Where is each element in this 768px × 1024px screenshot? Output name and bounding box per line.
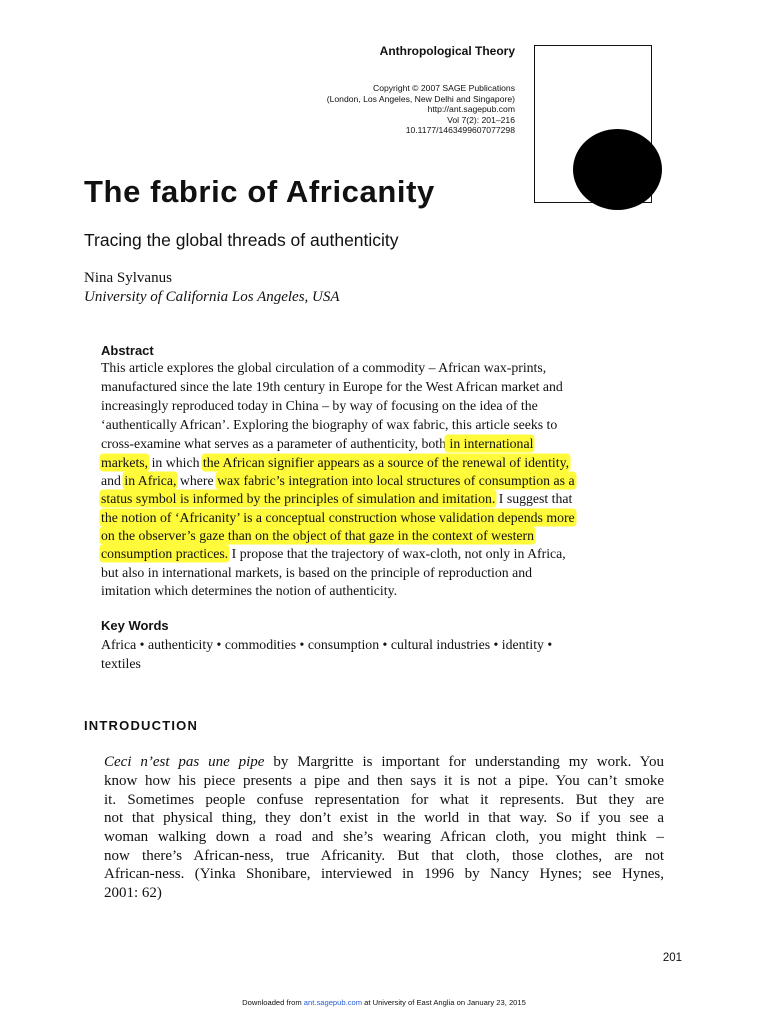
highlighted-text: on the observer’s gaze than on the object of that gaze in the context of western	[101, 528, 535, 543]
quote-text: by Margritte is important for understanding my work. You	[264, 754, 664, 770]
abstract-line: ‘authentically African’. Exploring the biography of wax fabric, this article seeks to	[101, 417, 558, 432]
journal-logo-circle	[573, 129, 662, 210]
publication-meta	[327, 83, 515, 136]
highlighted-text: consumption practices.	[101, 546, 229, 561]
section-heading: INTRODUCTION	[84, 718, 199, 733]
highlighted-text: in international	[446, 436, 534, 451]
copyright-line: Copyright © 2007 SAGE Publications	[373, 83, 515, 93]
journal-name: Anthropological Theory	[379, 44, 515, 58]
abstract-line: increasingly reproduced today in China – by way of focusing on the idea of the	[101, 398, 538, 413]
article-title: The fabric of Africanity	[84, 174, 435, 209]
abstract-text: cross-examine what serves as a parameter of authenticity, both	[101, 436, 447, 451]
publisher-location: (London, Los Angeles, New Delhi and Singapore)	[326, 93, 515, 104]
highlighted-text: status symbol is informed by the principles of simulation and imitation.	[101, 491, 496, 506]
artwork-title: Ceci n’est pas une pipe	[104, 754, 265, 770]
footer-text: at University of East Anglia on January 23, 2015	[362, 998, 526, 1007]
keywords-list: textiles	[101, 656, 141, 671]
volume-info: Vol 7(2): 201–216	[447, 114, 515, 125]
quote-line: it. Sometimes people confuse representation for what it represents. But they are	[104, 792, 664, 808]
abstract-line	[101, 527, 534, 545]
quote-line: know how his piece presents a pipe and then says it is not a pipe. You can’t smoke	[104, 773, 664, 789]
quote-line	[104, 753, 664, 772]
abstract-line	[101, 472, 575, 490]
journal-url: http://ant.sagepub.com	[427, 104, 515, 114]
abstract-line: This article explores the global circulation of a commodity – African wax-prints,	[101, 360, 547, 375]
keywords-heading: Key Words	[101, 618, 169, 633]
highlighted-text: the notion of ‘Africanity’ is a conceptual construction whose validation depends more	[101, 510, 575, 525]
author-affiliation: University of California Los Angeles, USA	[84, 289, 340, 305]
abstract-line: imitation which determines the notion of authenticity.	[101, 583, 398, 598]
doi: 10.1177/1463499607077298	[405, 125, 515, 135]
highlighted-text: markets,	[101, 455, 149, 470]
abstract-line: manufactured since the late 19th century in Europe for the West African market and	[101, 379, 563, 394]
quote-line: woman walking down a road and she’s wearing African cloth, you might think –	[104, 829, 664, 845]
abstract-text: and	[101, 473, 125, 488]
abstract-line: but also in international markets, is based on the principle of reproduction and	[101, 565, 533, 580]
keywords-list: Africa • authenticity • commodities • consumption • cultural industries • identity •	[101, 637, 553, 652]
abstract-text: where	[176, 473, 218, 488]
abstract-line	[101, 435, 533, 453]
author-name: Nina Sylvanus	[84, 270, 172, 286]
abstract-line	[101, 490, 572, 508]
source-link[interactable]: ant.sagepub.com	[303, 998, 363, 1007]
quote-line: not that physical thing, they don’t exist in the world in that way. So if you see a	[104, 810, 664, 826]
download-footer	[0, 998, 768, 1007]
abstract-line	[101, 454, 569, 472]
footer-text: Downloaded from	[242, 998, 304, 1007]
quote-line: 2001: 62)	[104, 885, 162, 901]
abstract-line	[101, 545, 566, 563]
article-subtitle: Tracing the global threads of authenticity	[84, 230, 399, 250]
abstract-heading: Abstract	[101, 343, 154, 358]
abstract-text: I propose that the trajectory of wax-cloth, not only in Africa,	[228, 546, 566, 561]
abstract-text: I suggest that	[495, 491, 573, 506]
highlighted-text: the African signifier appears as a source of the renewal of identity,	[202, 455, 570, 470]
highlighted-text: wax fabric’s integration into local structures of consumption as a	[217, 473, 575, 488]
highlighted-text: in Africa,	[124, 473, 177, 488]
quote-line: now there’s African-ness, true Africanity. But that cloth, those clothes, are not	[104, 848, 664, 864]
page-number: 201	[662, 952, 682, 964]
abstract-line	[101, 509, 575, 527]
abstract-text: in which	[148, 455, 203, 470]
quote-line: African-ness. (Yinka Shonibare, interviewed in 1996 by Nancy Hynes; see Hynes,	[104, 866, 664, 882]
